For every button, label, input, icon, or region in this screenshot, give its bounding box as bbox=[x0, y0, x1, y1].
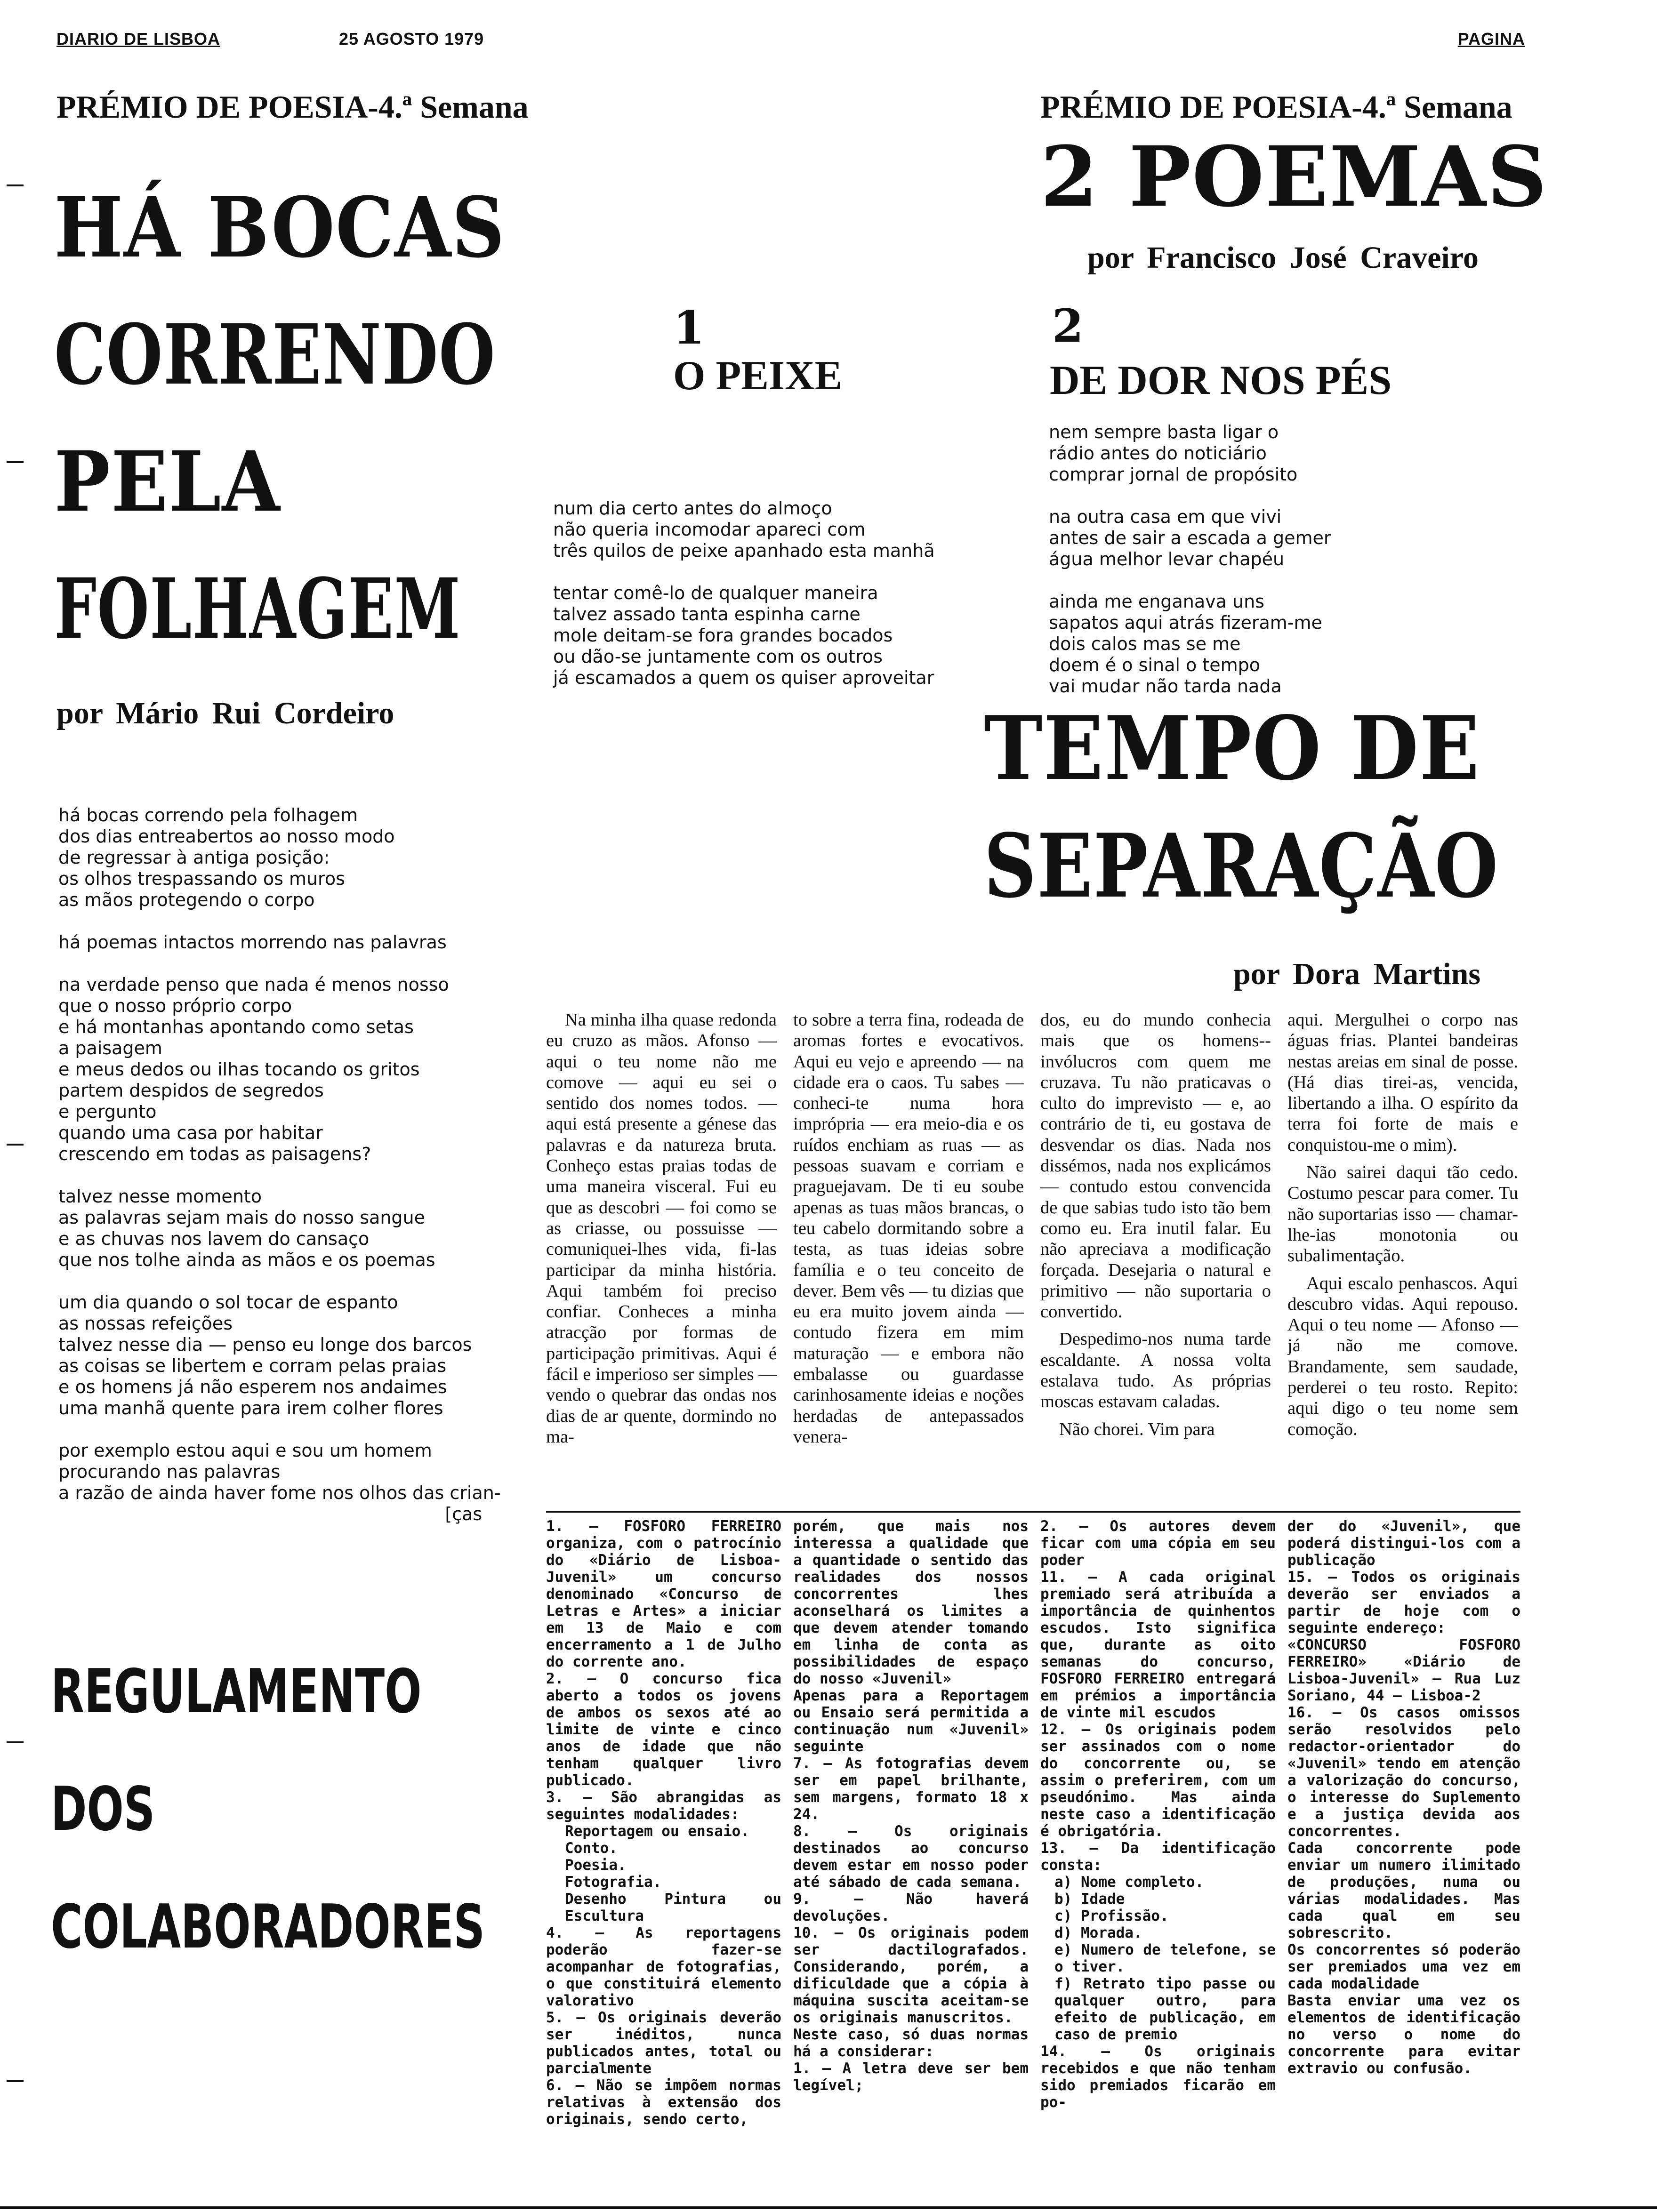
middle-number: 1 bbox=[673, 301, 705, 354]
left-title-line: HÁ BOCAS bbox=[54, 179, 506, 276]
story-paragraph: to sobre a terra fina, rodeada de aromas fortes e evocativos. Aqui eu vejo e apreendo — na cidade era o caos. Tu sabes — conheci-te numa hora imprópria — era meio-dia e os ruídos enchiam as ruas — as pessoas suavam e corriam e praguejavam. De ti eu soube apenas as tuas mãos brancas, o teu cabelo dormitando sobre a testa, as tuas ideias sobre família e o teu conceito de dever. Bem vês — tu dizias que eu era muito jovem ainda — contudo fizera em mim maturação — e embora não embalasse ou guardasse carinhosamente ideias e noções herdadas de antepassados venera- bbox=[793, 1010, 1024, 1447]
margin-mark bbox=[7, 1144, 24, 1146]
margin-mark bbox=[7, 2080, 24, 2082]
story-byline: por Dora Martins bbox=[1233, 957, 1481, 991]
rule-item: 9. — Não haverá devoluções. bbox=[793, 1891, 1029, 1924]
rule-item: 1. — FOSFORO FERREIRO organiza, com o patrocínio do «Diário de Lisboa-Juvenil» um concurso denominado «Concurso de Letras e Artes» a iniciar em 13 de Maio e com encerramento a 1 de Julho do corrente ano. bbox=[546, 1518, 781, 1670]
rule-item: Desenho Pintura ou Escultura bbox=[565, 1891, 781, 1924]
rules-column bbox=[793, 1518, 1029, 2134]
story-title-line: SEPARAÇÃO bbox=[984, 814, 1499, 917]
middle-poem: num dia certo antes do almoço não queria incomodar apareci com três quilos de peixe apanhado esta manhã tentar comê-lo de qualquer maneira talvez assado tanta espinha carne mole deitam-se fora grandes bocados ou dão-se juntamente com os outros já escamados a quem os quiser aproveitar bbox=[553, 498, 935, 688]
rule-item: 15. — Todos os originais deverão ser enviados a partir de hoje com o seguinte endereço: bbox=[1287, 1569, 1520, 1636]
margin-mark bbox=[7, 1741, 24, 1743]
rules-column bbox=[1287, 1518, 1520, 2134]
rule-item: Cada concorrente pode enviar um numero ilimitado de produções, numa ou várias modalidades. Mas cada qual em seu sobrescrito. bbox=[1287, 1840, 1520, 1941]
left-title-line: PELA bbox=[54, 433, 281, 530]
rule-item: Reportagem ou ensaio. bbox=[565, 1823, 749, 1840]
rules-column bbox=[546, 1518, 781, 2134]
left-title-line: CORRENDO bbox=[54, 306, 496, 403]
story-paragraph: Despedimo-nos numa tarde escaldante. A nossa volta estalava tudo. As próprias moscas estavam caladas. bbox=[1040, 1329, 1271, 1412]
rule-item: d) Morada. bbox=[1054, 1924, 1142, 1941]
right-kicker: PRÉMIO DE POESIA-4.ª Semana bbox=[1040, 89, 1512, 125]
rule-item: Os concorrentes só poderão ser premiados uma vez em cada modalidade bbox=[1287, 1941, 1520, 1992]
regulamento-title-line: REGULAMENTO bbox=[51, 1657, 422, 1727]
left-kicker: PRÉMIO DE POESIA-4.ª Semana bbox=[56, 89, 529, 125]
newspaper-name: DIARIO DE LISBOA bbox=[56, 29, 221, 48]
rule-item: porém, que mais nos interessa a qualidade que a quantidade o sentido das realidades dos nossos concorrentes lhes aconselhará os limites a que devem atender tomando em linha de conta as possibilidades de espaço do nosso «Juvenil» bbox=[793, 1518, 1029, 1687]
left-byline: por Mário Rui Cordeiro bbox=[56, 696, 394, 730]
rule-item: 2. — Os autores devem ficar com uma cópia em seu poder bbox=[1040, 1518, 1276, 1569]
rule-item: 12. — Os originais podem ser assinados com o nome do concorrente ou, se assim o preferirem, com um pseudónimo. Mas ainda neste caso a identificação é obrigatória. bbox=[1040, 1721, 1276, 1840]
rule-item: «CONCURSO FOSFORO FERREIRO» «Diário de Lisboa-Juvenil» — Rua Luz Soriano, 44 — Lisboa-2 bbox=[1287, 1636, 1520, 1704]
story-paragraph: aqui. Mergulhei o corpo nas águas frias. Plantei bandeiras nestas areias em sinal de posse. (Há dias tirei-as, vencida, libertando a ilha. O espírito da terra foi forte de mais e conquistou-me o mim). bbox=[1287, 1010, 1518, 1155]
rule-item: 13. — Da identificação consta: bbox=[1040, 1840, 1276, 1874]
story-paragraph: dos, eu do mundo conhecia mais que os homens--invólucros com quem me cruzava. Tu não praticavas o culto do imprevisto — e, ao contrário de ti, eu gostava de desvendar os dias. Nada nos dissémos, nada nos explicámos — contudo estou convencida de que sabias tudo isto tão bem como eu. Era inutil falar. Eu não apreciava a modificação forçada. Desejaria o natural e primitivo — não suportaria o convertido. bbox=[1040, 1010, 1271, 1322]
rule-item: Fotografia. bbox=[565, 1874, 662, 1891]
rule-item: 6. — Não se impõem normas relativas à extensão dos originais, sendo certo, bbox=[546, 2077, 781, 2128]
page-header bbox=[56, 29, 1525, 62]
rule-item: 11. — A cada original premiado será atribuída a importância de quinhentos escudos. Isto significa que, durante as oito semanas do concurso, FOSFORO FERREIRO entregará em prémios a importância de vinte mil escudos bbox=[1040, 1569, 1276, 1721]
rule-item: Basta enviar uma vez os elementos de identificação no verso o nome do concorrente para evitar extravio ou confusão. bbox=[1287, 1992, 1520, 2077]
issue-date: 25 AGOSTO 1979 bbox=[339, 29, 484, 48]
section-divider bbox=[546, 1511, 1520, 1513]
story-paragraph: Na minha ilha quase redonda eu cruzo as mãos. Afonso — aqui o teu nome não me comove — aqui eu sei o sentido dos nomes todos. — aqui está presente a génese das palavras e da natureza bruta. Conheço estas praias todas de uma maneira visceral. Fui eu que as descobri — foi como se as criasse, ou possuisse — comuniquei-lhes vida, fi-las participar da minha história. Aqui também foi preciso confiar. Conheces a minha atracção por formas de participação primitivas. Aqui é fácil e imperioso ser simples — vendo o quebrar das ondas nos dias de ar quente, dormindo no ma- bbox=[546, 1010, 777, 1447]
story-column bbox=[793, 1010, 1024, 1508]
rule-item: c) Profissão. bbox=[1054, 1907, 1169, 1924]
story-paragraph: Não chorei. Vim para bbox=[1059, 1419, 1215, 1439]
rule-item: b) Idade bbox=[1054, 1891, 1125, 1907]
story-column bbox=[546, 1010, 777, 1508]
rules-column bbox=[1040, 1518, 1276, 2134]
rule-item: 10. — Os originais podem ser dactilografados. Considerando, porém, a dificuldade que a cópia à máquina suscita aceitam-se os originais manuscritos. bbox=[793, 1924, 1029, 2026]
right-title: 2 POEMAS bbox=[1040, 128, 1548, 225]
right-byline: por Francisco José Craveiro bbox=[1087, 240, 1479, 275]
rule-item: 3. — São abrangidas as seguintes modalidades: bbox=[546, 1789, 781, 1823]
story-paragraph: Não sairei daqui tão cedo. Costumo pescar para comer. Tu não suportarias isso — chamar-lhe-ias monotonia ou subalimentação. bbox=[1287, 1162, 1518, 1266]
right-number: 2 bbox=[1052, 299, 1084, 353]
rule-item: 4. — As reportagens poderão fazer-se acompanhar de fotografias, o que constituirá elemento valorativo bbox=[546, 1924, 781, 2009]
rule-item: e) Numero de telefone, se o tiver. bbox=[1054, 1941, 1276, 1975]
rule-item: 7. — As fotografias devem ser em papel brilhante, sem margens, formato 18 x 24. bbox=[793, 1755, 1029, 1823]
margin-mark bbox=[7, 184, 24, 186]
rule-item: 8. — Os originais destinados ao concurso devem estar em nosso poder até sábado de cada semana. bbox=[793, 1823, 1029, 1891]
margin-mark bbox=[7, 461, 24, 463]
story-paragraph: Aqui escalo penhascos. Aqui descubro vidas. Aqui repouso. Aqui o teu nome — Afonso — já não me comove. Brandamente, sem saudade, perderei o teu rosto. Repito: aqui digo o teu nome sem comoção. bbox=[1287, 1273, 1518, 1439]
right-subtitle: DE DOR NOS PÉS bbox=[1050, 358, 1392, 403]
rule-item: 1. — A letra deve ser bem legível; bbox=[793, 2060, 1029, 2094]
rule-item: 16. — Os casos omissos serão resolvidos pelo redactor-orientador do «Juvenil» tendo em atenção a valorização do concurso, o interesse do Suplemento e a justiça devida aos concorrentes. bbox=[1287, 1704, 1520, 1840]
rule-item: Poesia. bbox=[565, 1857, 627, 1874]
left-poem: há bocas correndo pela folhagem dos dias entreabertos ao nosso modo de regressar à antiga posição: os olhos trespassando os muros as mãos protegendo o corpo há poemas intactos morrendo nas palavras na verdade penso que nada é menos nosso que o nosso próprio corpo e há montanhas apontando como setas a paisagem e meus dedos ou ilhas tocando os gritos partem despidos de segredos e pergunto quando uma casa por habitar crescendo em todas as paisagens? talvez nesse momento as palavras sejam mais do nosso sangue e as chuvas nos lavem do cansaço que nos tolhe ainda as mãos e os poemas um dia quando o sol tocar de espanto as nossas refeições talvez nesse dia — penso eu longe dos barcos as coisas se libertem e corram pelas praias e os homens já não esperem nos andaimes uma manhã quente para irem colher flores por exemplo estou aqui e sou um homem procurando nas palavras a razão de ainda haver fome nos olhos das crian- [ças bbox=[58, 805, 501, 1524]
rule-item: Neste caso, só duas normas há a considerar: bbox=[793, 2026, 1029, 2060]
left-title-line: FOLHAGEM bbox=[54, 560, 461, 657]
rule-item: Apenas para a Reportagem ou Ensaio será permitida a continuação num «Juvenil» seguinte bbox=[793, 1687, 1029, 1755]
story-title-line: TEMPO DE bbox=[984, 697, 1480, 800]
page-label: PAGINA bbox=[1457, 29, 1525, 48]
rule-item: 14. — Os originais recebidos e que não tenham sido premiados ficarão em po- bbox=[1040, 2043, 1276, 2111]
rule-item: 2. — O concurso fica aberto a todos os jovens de ambos os sexos até ao limite de vinte e cinco anos de idade que não tenham qualquer livro publicado. bbox=[546, 1670, 781, 1789]
rule-item: Conto. bbox=[565, 1840, 618, 1857]
regulamento-title-line: DOS bbox=[51, 1774, 155, 1844]
bottom-border bbox=[0, 2206, 1657, 2209]
rule-item: 5. — Os originais deverão ser inéditos, nunca publicados antes, total ou parcialmente bbox=[546, 2009, 781, 2077]
regulamento-title-line: COLABORADORES bbox=[51, 1892, 485, 1962]
rule-item: f) Retrato tipo passe ou qualquer outro, para efeito de publicação, em caso de premio bbox=[1054, 1975, 1276, 2043]
rule-item: der do «Juvenil», que poderá distingui-los com a publicação bbox=[1287, 1518, 1520, 1569]
story-column bbox=[1287, 1010, 1518, 1508]
rule-item: a) Nome completo. bbox=[1054, 1874, 1204, 1891]
story-column bbox=[1040, 1010, 1271, 1508]
middle-title: O PEIXE bbox=[673, 353, 843, 399]
right-poem: nem sempre basta ligar o rádio antes do noticiário comprar jornal de propósito na outra casa em que vivi antes de sair a escada a gemer água melhor levar chapéu ainda me enganava uns sapatos aqui atrás fizeram-me dois calos mas se me doem é o sinal o tempo vai mudar não tarda nada bbox=[1049, 422, 1331, 697]
